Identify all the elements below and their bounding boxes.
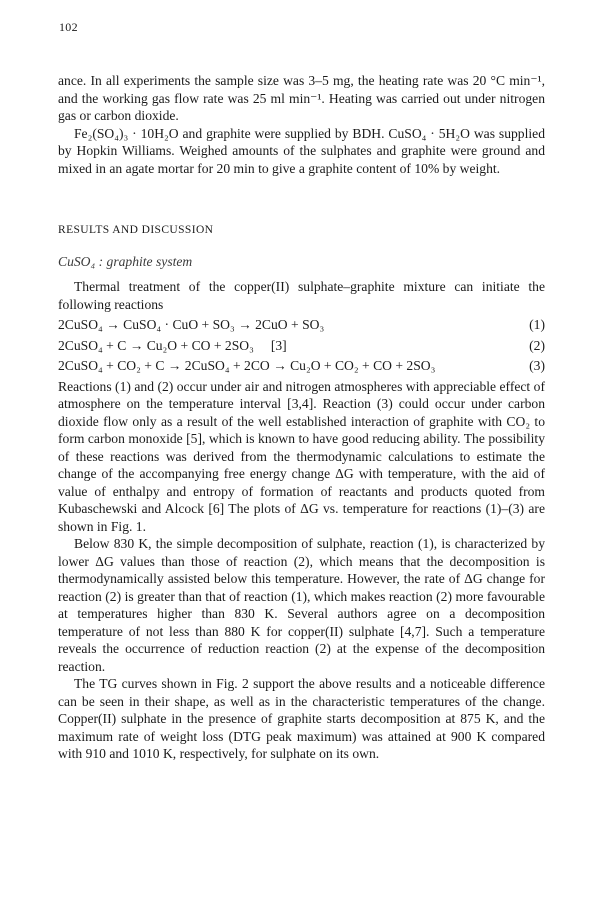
equation-3 bbox=[58, 357, 545, 375]
equation-1 bbox=[58, 316, 545, 334]
text-column bbox=[58, 72, 545, 763]
paragraph-below-830k: Below 830 K, the simple decomposition of sulphate, reaction (1), is characterized by lower ΔG values than those of reaction (2), which means that the decomposition is thermodynamically assisted below this temperature. However, the rate of ΔG change for reaction (2) is greater than that of reaction (1), which makes reaction (2) more favourable at temperatures higher than 830 K. Several authors agree on a decomposition temperature of not less than 880 K for copper(II) sulphate [4,7]. Such a temperature reveals the occurrence of reduction reaction (2) at the expense of the decomposition reaction. bbox=[58, 536, 545, 674]
paragraph-intro: ance. In all experiments the sample size was 3–5 mg, the heating rate was 20 °C min⁻¹, and the working gas flow rate was 25 ml min⁻¹. Heating was carried out under nitrogen gas or carbon dioxide. bbox=[58, 73, 545, 123]
equation-text: 2CuSO₄ + CO₂ + C → 2CuSO₄ + 2CO → Cu₂O + CO₂ + CO + 2SO₃ bbox=[58, 358, 436, 373]
equation-number: (3) bbox=[529, 358, 545, 373]
subsection-heading: CuSO₄ : graphite system bbox=[58, 253, 193, 269]
paragraph-materials: Fe₂(SO₄)₃ · 10H₂O and graphite were supplied by BDH. CuSO₄ · 5H₂O was supplied by Hopkin Williams. Weighed amounts of the sulphates and graphite were ground and mixed in an agate mortar for 20 min to give a graphite content of 10% by weight. bbox=[58, 125, 545, 176]
equation-2 bbox=[58, 337, 545, 355]
equation-number: (2) bbox=[529, 337, 545, 353]
section-heading: RESULTS AND DISCUSSION bbox=[58, 224, 214, 236]
paragraph-thermal: Thermal treatment of the copper(II) sulphate–graphite mixture can initiate the following reactions bbox=[58, 279, 545, 312]
equation-text: 2CuSO₄ → CuSO₄ · CuO + SO₃ → 2CuO + SO₃ bbox=[58, 317, 325, 332]
paragraph-reactions: Reactions (1) and (2) occur under air and nitrogen atmospheres with appreciable effect of atmosphere on the temperature interval [3,4]. Reaction (3) could occur under carbon dioxide flow only as a result of the well established interaction of graphite with CO₂ to form carbon monoxide [5], which is known to have good reducing ability. The possibility of these reactions was derived from the thermodynamic calculations to estimate the change of the accompanying free energy change ΔG with temperature, with the aid of value of enthalpy and entropy of formation of reactants and products quoted from Kubaschewski and Alcock [6] The plots of ΔG vs. temperature for reactions (1)–(3) are shown in Fig. 1. bbox=[58, 378, 545, 534]
equation-number: (1) bbox=[529, 317, 545, 332]
page-number: 102 bbox=[59, 20, 78, 34]
paragraph-tg-curves: The TG curves shown in Fig. 2 support the above results and a noticeable difference can be seen in their shape, as well as in the characteristic temperatures of the change. Copper(II) sulphate in the presence of graphite starts decomposition at 875 K, and the maximum rate of weight loss (DTG peak maximum) was attained at 900 K compared with 910 and 1010 K, respectively, for sulphate on its own. bbox=[58, 676, 545, 761]
equation-text: 2CuSO₄ + C → Cu₂O + CO + 2SO₃ [3] bbox=[58, 337, 287, 353]
